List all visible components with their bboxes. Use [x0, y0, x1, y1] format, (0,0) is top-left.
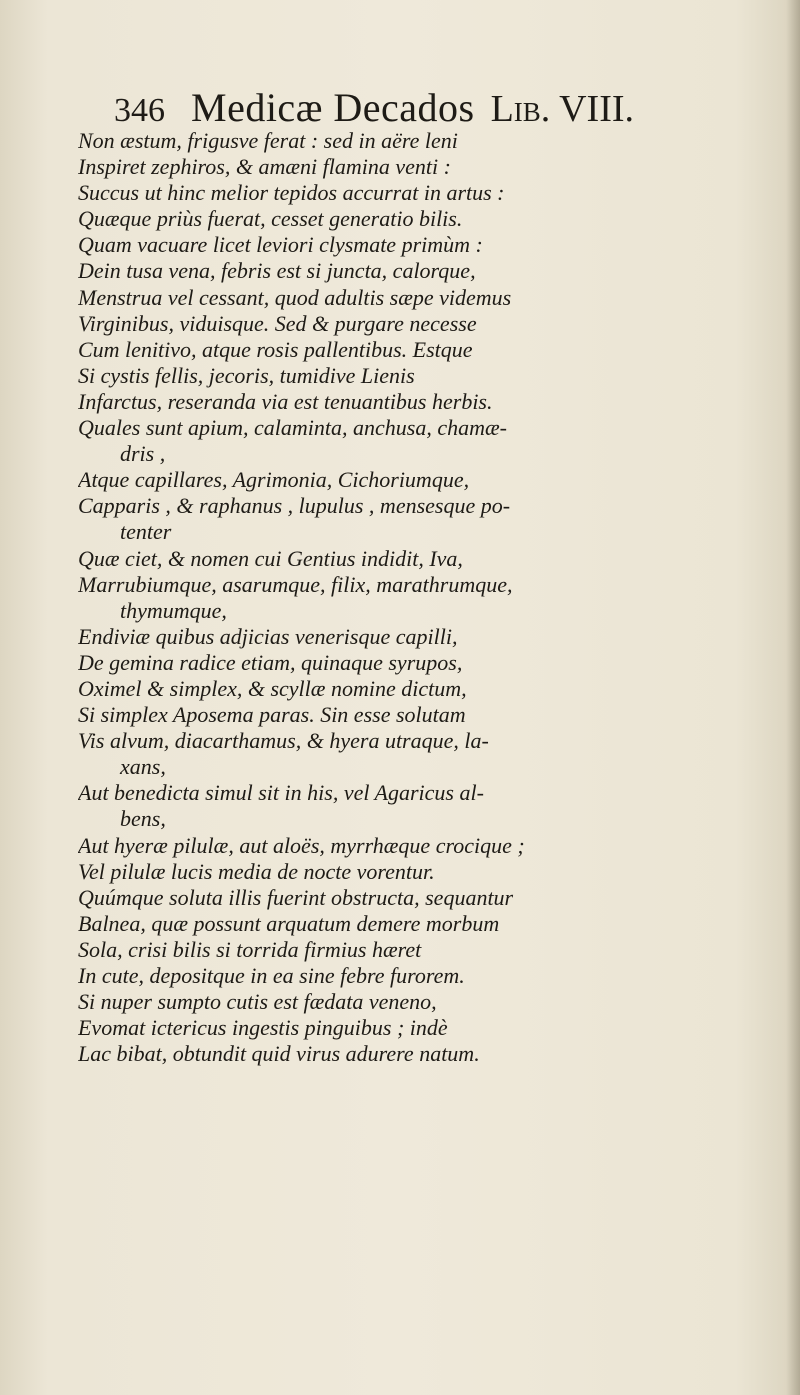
- verse-line: Lac bibat, obtundit quid virus adurere natum.: [78, 1041, 480, 1067]
- verse-line-continuation: bens,: [120, 806, 166, 832]
- verse-text: [78, 128, 718, 1067]
- page-edge-shadow: [786, 0, 800, 1395]
- verse-line: Quales sunt apium, calaminta, anchusa, chamæ-: [78, 415, 507, 441]
- verse-line: Inspiret zephiros, & amæni flamina venti :: [78, 154, 451, 180]
- verse-line: Si cystis fellis, jecoris, tumidive Lienis: [78, 362, 415, 388]
- verse-line: Si nuper sumpto cutis est fædata veneno,: [78, 989, 437, 1015]
- verse-line: De gemina radice etiam, quinaque syrupos,: [78, 649, 463, 675]
- verse-line: In cute, depositque in ea sine febre furorem.: [78, 963, 465, 988]
- verse-line: Quúmque soluta illis fuerint obstructa, sequantur: [78, 884, 514, 910]
- verse-line: Aut benedicta simul sit in his, vel Agaricus al-: [78, 780, 484, 806]
- verse-line: Vis alvum, diacarthamus, & hyera utraque, la-: [78, 728, 489, 754]
- verse-line-continuation: xans,: [120, 754, 166, 780]
- verse-line: Marrubiumque, asarumque, filix, marathrumque,: [78, 571, 513, 597]
- verse-line-continuation: tenter: [120, 519, 172, 545]
- verse-line: Virginibus, viduisque. Sed & purgare necesse: [78, 310, 477, 336]
- verse-line: Quæ ciet, & nomen cui Gentius indidit, Iva,: [78, 545, 463, 571]
- verse-line: Non æstum, frigusve ferat : sed in aëre leni: [78, 128, 458, 153]
- page-number: 346: [114, 92, 165, 129]
- verse-line: Evomat ictericus ingestis pinguibus ; indè: [78, 1015, 448, 1041]
- verse-line: Infarctus, reseranda via est tenuantibus herbis.: [78, 388, 493, 414]
- verse-line: Aut hyeræ pilulæ, aut aloës, myrrhæque crocique ;: [78, 832, 525, 858]
- book-label: Lib. VIII.: [490, 88, 635, 130]
- verse-line: Sola, crisi bilis si torrida firmius hæret: [78, 936, 422, 962]
- verse-line-continuation: thymumque,: [120, 597, 227, 623]
- verse-line: Endiviæ quibus adjicias venerisque capilli,: [78, 623, 458, 649]
- verse-line: Dein tusa vena, febris est si juncta, calorque,: [78, 258, 476, 284]
- verse-line: Vel pilulæ lucis media de nocte vorentur.: [78, 858, 435, 884]
- verse-line: Balnea, quæ possunt arquatum demere morbum: [78, 910, 500, 936]
- verse-line: Atque capillares, Agrimonia, Cichoriumque,: [78, 467, 470, 493]
- verse-line: Si simplex Aposema paras. Sin esse solutam: [78, 702, 466, 728]
- verse-line: Succus ut hinc melior tepidos accurrat in artus :: [78, 180, 505, 206]
- running-title: Medicæ Decados: [191, 85, 475, 130]
- verse-line: Menstrua vel cessant, quod adultis sæpe videmus: [78, 284, 512, 310]
- verse-line: Quæque priùs fuerat, cesset generatio bilis.: [78, 206, 463, 232]
- verse-line: Oximel & simplex, & scyllæ nomine dictum,: [78, 675, 467, 701]
- page-header: [114, 84, 714, 130]
- verse-line: Capparis , & raphanus , lupulus , mensesque po-: [78, 493, 511, 519]
- verse-line-continuation: dris ,: [120, 441, 166, 467]
- verse-line: Quam vacuare licet leviori clysmate primùm :: [78, 232, 483, 258]
- verse-line: Cum lenitivo, atque rosis pallentibus. Estque: [78, 336, 473, 362]
